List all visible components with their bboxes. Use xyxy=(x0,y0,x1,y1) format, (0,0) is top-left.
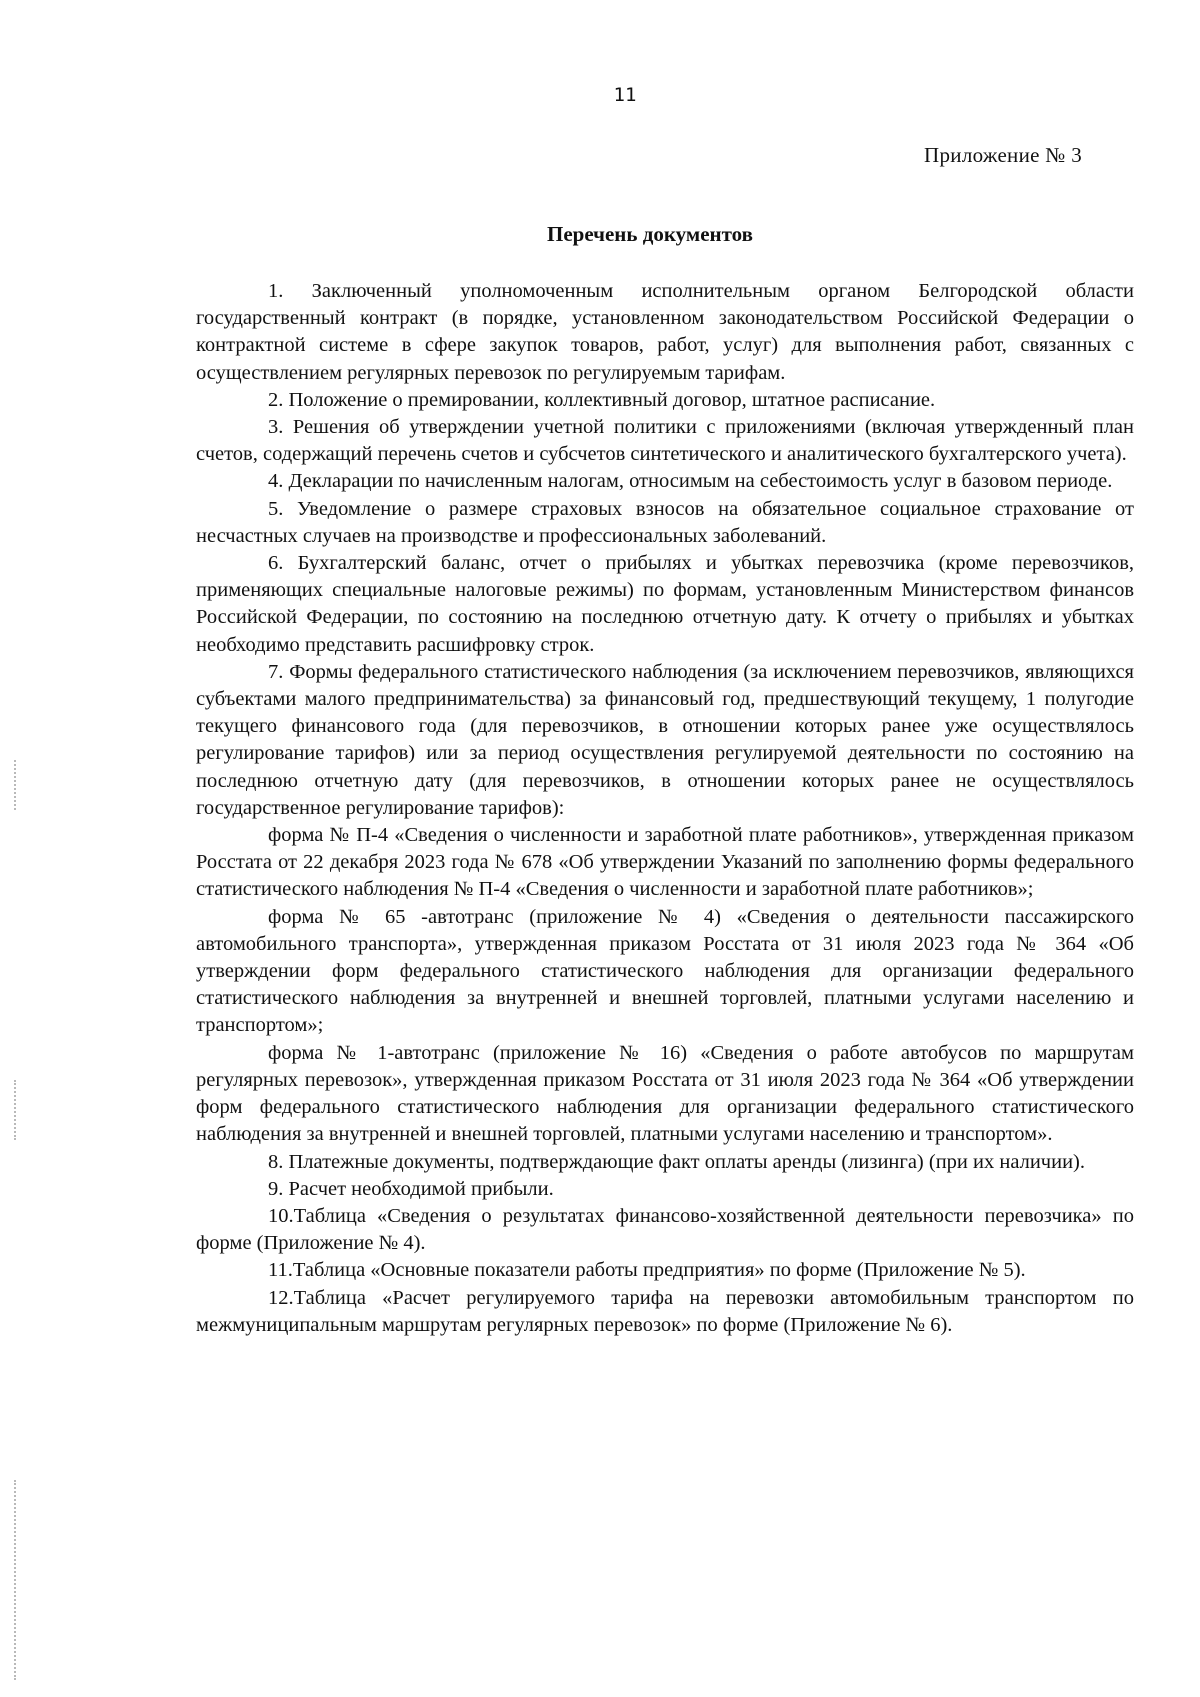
paragraph-4: 4. Декларации по начисленным налогам, относимым на себестоимость услуг в базовом периоде. xyxy=(268,470,1113,493)
document-title: Перечень документов xyxy=(547,222,753,246)
scan-artifact xyxy=(14,1080,18,1140)
page-number: 11 xyxy=(613,84,637,106)
appendix-label: Приложение № 3 xyxy=(924,143,1082,167)
form-p4-item: форма № П-4 «Сведения о численности и заработной плате работников», утвержденная приказом Росстата от 22 декабря 2023 года № 678 «Об утверждении Указаний по заполнению формы федерального статистического наблюдения № П-4 «Сведения о численности и заработной плате работников»; xyxy=(196,824,1134,901)
paragraph-10: 10.Таблица «Сведения о результатах финансово-хозяйственной деятельности перевозчика» по форме (Приложение № 4). xyxy=(196,1204,1134,1255)
paragraph-2: 2. Положение о премировании, коллективный договор, штатное расписание. xyxy=(268,388,936,411)
form-1-item: форма № 1-автотранс (приложение № 16) «Сведения о работе автобусов по маршрутам регулярных перевозок», утвержденная приказом Росстата от 31 июля 2023 года № 364 «Об утверждении форм федерального статистического наблюдения для организации федерального статистического наблюдения за внутренней и внешней торговлей, платными услугами населению и транспортом». xyxy=(196,1041,1134,1146)
paragraph-12: 12.Таблица «Расчет регулируемого тарифа на перевозки автомобильным транспортом по межмуниципальным маршрутам регулярных перевозок» по форме (Приложение № 6). xyxy=(196,1286,1134,1336)
paragraph-7: 7. Формы федерального статистического наблюдения (за исключением перевозчиков, являющихся субъектами малого предпринимательства) за финансовый год, предшествующий текущему, 1 полугодие текущего финансового года (для перевозчиков, в отношении которых ранее уже осуществлялось регулирование тарифов) или за период осуществления регулируемой деятельности по состоянию на последнюю отчетную дату (для перевозчиков, в отношении которых ранее не осуществлялось государственное регулирование тарифов): xyxy=(196,660,1134,819)
form-65-item: форма № 65 -автотранс (приложение № 4) «Сведения о деятельности пассажирского автомобильного транспорта», утвержденная приказом Росстата от 31 июля 2023 года № 364 «Об утверждении форм федерального статистического наблюдения для организации федерального статистического наблюдения за внутренней и внешней торговлей, платными услугами населению и транспортом»; xyxy=(196,905,1134,1037)
paragraph-3: 3. Решения об утверждении учетной политики с приложениями (включая утвержденный план счетов, содержащий перечень счетов и субсчетов синтетического и аналитического бухгалтерского учета). xyxy=(196,416,1134,466)
scan-artifact xyxy=(14,1480,18,1680)
paragraph-8: 8. Платежные документы, подтверждающие факт оплаты аренды (лизинга) (при их наличии). xyxy=(268,1150,1086,1173)
paragraph-9: 9. Расчет необходимой прибыли. xyxy=(268,1177,554,1200)
paragraph-11: 11.Таблица «Основные показатели работы предприятия» по форме (Приложение № 5). xyxy=(268,1259,1026,1282)
paragraph-1: 1. Заключенный уполномоченным исполнительным органом Белгородской области государственный контракт (в порядке, установленном законодательством Российской Федерации о контрактной системе в сфере закупок товаров, работ, услуг) для выполнения работ, связанных с осуществлением регулярных перевозок по регулируемым тарифам. xyxy=(196,280,1134,384)
paragraph-6: 6. Бухгалтерский баланс, отчет о прибылях и убытках перевозчика (кроме перевозчиков, применяющих специальные налоговые режимы) по формам, установленным Министерством финансов Российской Федерации, по состоянию на последнюю отчетную дату. К отчету о прибылях и убытках необходимо представить расшифровку строк. xyxy=(196,552,1134,656)
paragraph-5: 5. Уведомление о размере страховых взносов на обязательное социальное страхование от несчастных случаев на производстве и профессиональных заболеваний. xyxy=(196,497,1134,547)
document-body xyxy=(196,278,1134,1339)
scan-artifact xyxy=(14,760,18,810)
